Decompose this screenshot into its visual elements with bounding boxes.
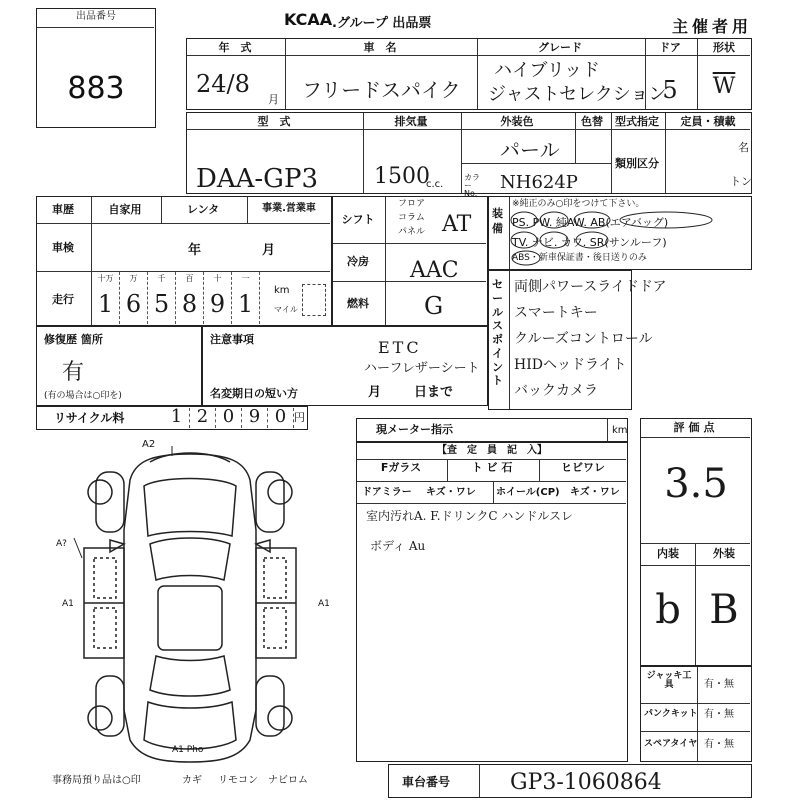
mileage-digit: 5 xyxy=(153,290,170,318)
mileage-digit-cell xyxy=(92,272,120,324)
grade-line-2: ジャストセレクション xyxy=(488,84,667,105)
sales-point-item: バックカメラ xyxy=(514,383,598,399)
equipment-circle-marks xyxy=(488,196,752,270)
door-value: 5 xyxy=(662,76,678,104)
navi-option: ナビロム xyxy=(268,775,308,786)
lot-number-box xyxy=(36,8,156,128)
jack-yes-no: 有・無 xyxy=(704,679,734,690)
mileage-digit: 8 xyxy=(181,290,198,318)
door-label: ドア xyxy=(659,41,681,54)
damage-mark-bottom: A1 Pho xyxy=(172,745,204,755)
registration-deadline-label: 名変期日の短い方 xyxy=(210,387,298,400)
crack-label: ヒビワレ xyxy=(561,461,605,474)
spare-yes-no: 有・無 xyxy=(704,739,734,750)
mileage-digit-cell xyxy=(204,272,232,324)
front-glass-label: Fガラス xyxy=(380,461,422,474)
displacement-unit: c.c. xyxy=(426,179,444,190)
capacity-unit-ton: トン xyxy=(730,175,752,188)
equipment-line-3: ABS・新車保証書・後日送りのみ xyxy=(512,253,647,263)
equipment-line-2: TV. ナビ. カワ. SR(サンルーフ) xyxy=(512,236,667,249)
office-note: 事務局預り品は○印 xyxy=(52,775,141,786)
recycle-digit: 9 xyxy=(248,406,261,427)
registration-day: 日まで xyxy=(414,385,454,400)
notes-label: 注意事項 xyxy=(210,333,254,346)
sales-points-label: セールスポイント xyxy=(492,278,503,388)
stone-chip-label: ト ビ 石 xyxy=(471,461,513,474)
inspection-year: 年 xyxy=(188,243,202,258)
color-no-value: NH624P xyxy=(500,172,578,193)
chassis-label: 車台番号 xyxy=(402,775,451,789)
year-label: 年 式 xyxy=(218,41,252,54)
brand-logo: KCAA xyxy=(284,10,333,29)
meter-unit: km xyxy=(612,425,628,436)
mileage-digit: 1 xyxy=(97,290,114,318)
mileage-digit: 9 xyxy=(209,290,226,318)
type-designation-label: 型式指定 xyxy=(615,115,659,128)
organizer-label: 主催者用 xyxy=(672,17,753,36)
recycle-digit: 0 xyxy=(222,406,235,427)
key-option: カギ xyxy=(182,775,202,786)
grade-line-1: ハイブリッド xyxy=(494,60,601,81)
damage-mark-top: A2 xyxy=(142,439,156,450)
wheel-label: ホイール(CP) xyxy=(496,487,560,498)
mileage-unit-label: 万 xyxy=(129,274,138,283)
exterior-label: 外装 xyxy=(713,547,735,560)
recycle-digit-cell xyxy=(190,408,216,428)
damage-mark-left-upper: A? xyxy=(56,539,67,549)
inspector-note-1: 室内汚れA. F.ドリンクC ハンドルスレ xyxy=(366,509,573,523)
interior-label: 内装 xyxy=(657,547,679,560)
year-month-unit: 月 xyxy=(268,93,279,106)
mileage-unit-label: 一 xyxy=(241,274,250,283)
ac-label: 冷房 xyxy=(347,255,369,268)
shape-label: 形状 xyxy=(713,41,735,54)
inspection-month: 月 xyxy=(262,243,276,258)
chassis-number: GP3-1060864 xyxy=(510,770,662,795)
lot-number-label: 出品番号 xyxy=(76,11,116,22)
recycle-digit: 1 xyxy=(170,406,183,427)
exterior-color-label: 外装色 xyxy=(500,115,534,128)
remote-option: リモコン xyxy=(218,775,258,786)
lot-number: 883 xyxy=(67,71,125,106)
car-name-label: 車 名 xyxy=(363,41,397,54)
fuel-value: G xyxy=(424,292,444,320)
equipment-note: ※純正のみ○印をつけて下さい。 xyxy=(512,199,645,209)
mileage-label: 走行 xyxy=(52,293,74,306)
inspection-label: 車検 xyxy=(52,241,74,254)
repair-label: 修復歴 箇所 xyxy=(44,333,103,346)
sales-point-item: スマートキー xyxy=(514,305,598,321)
car-name-value: フリードスパイク xyxy=(302,78,461,102)
interior-score: b xyxy=(655,587,681,633)
recycle-label: リサイクル料 xyxy=(54,411,125,425)
fuel-label: 燃料 xyxy=(347,297,369,310)
recycle-digit: 0 xyxy=(274,406,287,427)
recycle-unit: 円 xyxy=(294,411,305,424)
shift-value: AT xyxy=(442,212,472,237)
damage-mark-right-mid: A1 xyxy=(318,599,330,609)
mileage-digit-cell xyxy=(176,272,204,324)
mileage-unit-label: 十万 xyxy=(97,274,114,283)
shape-value: $\overline{W}$ xyxy=(712,74,736,99)
jack-label: ジャッキ工具 xyxy=(646,671,692,690)
grade-label: グレード xyxy=(538,41,582,54)
door-mirror-label: ドアミラー xyxy=(362,487,412,498)
registration-month: 月 xyxy=(368,385,382,400)
exterior-color-value: パール xyxy=(500,138,560,162)
notes-line-2: ハーフレザーシート xyxy=(364,361,480,376)
recycle-digit-cell xyxy=(216,408,242,428)
history-label: 車歴 xyxy=(52,203,74,216)
meter-label: 現メーター指示 xyxy=(376,423,453,436)
mileage-digit-cell xyxy=(148,272,176,324)
inspector-header: 【査 定 員 記 入】 xyxy=(437,445,547,456)
puncture-kit-label: パンクキット xyxy=(644,709,698,719)
mileage-unit-label: 千 xyxy=(157,274,166,283)
score-value: 3.5 xyxy=(664,461,728,507)
recycle-digit-cell xyxy=(164,408,190,428)
panel-option: パネル xyxy=(398,227,426,237)
displacement-value: 1500 xyxy=(374,164,430,189)
damage-mark-left-mid: A1 xyxy=(62,599,74,609)
repair-value: 有 xyxy=(62,360,85,385)
equipment-line-1: PS. PW. 純AW. AB(エアバッグ) xyxy=(512,216,669,229)
ac-value: AAC xyxy=(410,258,459,283)
wheel-scratch-label: キズ・ワレ xyxy=(570,487,620,498)
business-option: 事業.営業車 xyxy=(262,203,316,214)
recycle-digit-cell xyxy=(242,408,268,428)
recycle-digit: 2 xyxy=(196,406,209,427)
score-label: 評価点 xyxy=(673,421,719,434)
spare-tire-label: スペアタイヤ xyxy=(644,739,698,749)
mile-label: マイル xyxy=(274,305,298,314)
mileage-unit-label: 十 xyxy=(213,274,222,283)
category-label: 類別区分 xyxy=(615,157,659,170)
column-option: コラム xyxy=(398,213,425,223)
notes-line-1: ETC xyxy=(378,338,422,357)
mirror-scratch-label: キズ・ワレ xyxy=(426,487,476,498)
inspector-note-2: ボディ Au xyxy=(370,539,426,553)
mileage-digit-cell xyxy=(232,272,260,324)
equipment-label: 装備 xyxy=(492,207,503,236)
floor-option: フロア xyxy=(398,199,426,209)
capacity-label: 定員・積載 xyxy=(680,115,736,128)
model-value: DAA-GP3 xyxy=(196,164,318,194)
repaint-label: 色替 xyxy=(581,115,603,128)
rental-option: レンタ xyxy=(186,203,220,216)
mileage-digit: 6 xyxy=(125,290,142,318)
shift-label: シフト xyxy=(341,213,375,226)
sales-point-item: 両側パワースライドドア xyxy=(514,279,667,295)
mileage-unit-label: 百 xyxy=(185,274,194,283)
displacement-label: 排気量 xyxy=(394,115,428,128)
year-value: 24/8 xyxy=(196,70,250,98)
km-label: km xyxy=(274,285,290,296)
repair-note: (有の場合は○印を) xyxy=(44,391,122,401)
private-use-option: 自家用 xyxy=(108,203,142,216)
mile-checkbox[interactable] xyxy=(302,284,326,316)
mileage-digit: 1 xyxy=(237,290,254,318)
model-label: 型 式 xyxy=(257,115,291,128)
exterior-score: B xyxy=(709,587,739,633)
mileage-digit-cell xyxy=(120,272,148,324)
car-body-diagram xyxy=(40,440,340,770)
recycle-digit-cell xyxy=(268,408,294,428)
puncture-yes-no: 有・無 xyxy=(704,709,734,720)
sales-point-item: クルーズコントロール xyxy=(514,331,653,347)
capacity-unit-people: 名 xyxy=(738,141,749,154)
color-no-label: カラー No. xyxy=(464,173,480,198)
sheet-title: .グループ 出品票 xyxy=(332,16,432,31)
sales-point-item: HIDヘッドライト xyxy=(514,357,627,373)
